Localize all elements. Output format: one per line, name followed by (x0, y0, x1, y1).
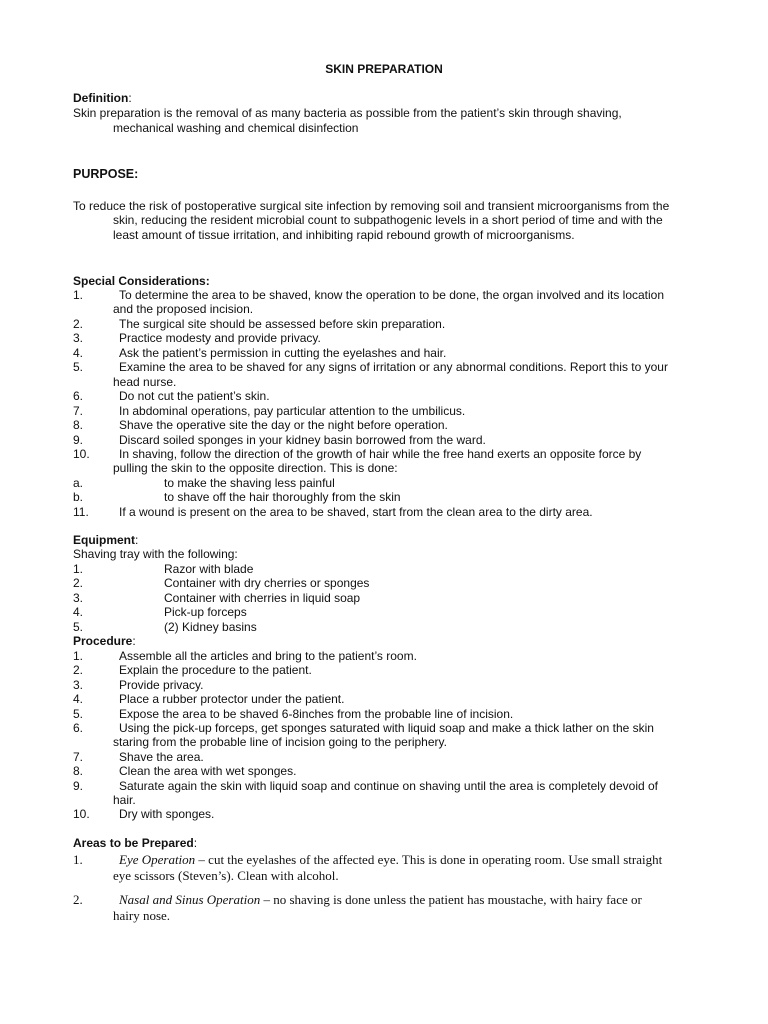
special-item-text: Examine the area to be shaved for any signs of irritation or any abnormal conditions. Report this to your (119, 360, 668, 375)
procedure-item-number: 6. (73, 721, 84, 735)
areas-item-continuation: eye scissors (Steven’s). Clean with alcohol. (113, 867, 339, 883)
special-item-text: Practice modesty and provide privacy. (119, 331, 321, 346)
procedure-heading-line: Procedure: (73, 634, 136, 648)
areas-item-desc: – cut the eyelashes of the affected eye. This is done in operating room. Use small straight (195, 852, 663, 867)
purpose-text-line-1: To reduce the risk of postoperative surgical site infection by removing soil and transient microorganisms from the (73, 199, 670, 213)
special-item-text: In shaving, follow the direction of the growth of hair while the free hand exerts an opposite force by (119, 446, 642, 461)
equipment-item-number: 2. (73, 576, 84, 591)
special-item-continuation: and the proposed incision. (113, 302, 254, 317)
special-item-text: In abdominal operations, pay particular attention to the umbilicus. (119, 403, 466, 418)
procedure-item-text: Assemble all the articles and bring to the patient’s room. (119, 649, 417, 663)
equipment-heading: Equipment (73, 533, 135, 547)
special-item-continuation: pulling the skin to the opposite direction. This is done: (113, 461, 398, 476)
equipment-item-text: Container with dry cherries or sponges (164, 576, 370, 591)
procedure-item-continuation: staring from the probable line of incision going to the periphery. (113, 735, 447, 750)
special-item-text: Ask the patient’s permission in cutting the eyelashes and hair. (119, 345, 447, 360)
areas-item-continuation: hairy nose. (113, 907, 171, 923)
special-item-number: 9. (73, 432, 84, 447)
special-item-text: Shave the operative site the day or the night before operation. (119, 418, 448, 433)
equipment-intro: Shaving tray with the following: (73, 547, 238, 561)
equipment-item-number: 3. (73, 590, 84, 605)
procedure-item-number: 1. (73, 649, 84, 663)
areas-item-number: 1. (73, 852, 83, 867)
procedure-item-text: Saturate again the skin with liquid soap and continue on shaving until the area is completely devoid of (119, 778, 659, 793)
equipment-heading-line: Equipment: (73, 533, 139, 547)
procedure-item-text: Place a rubber protector under the patient. (119, 692, 345, 707)
areas-item-text (119, 853, 662, 867)
procedure-item-text: Clean the area with wet sponges. (119, 764, 297, 779)
equipment-item-text: (2) Kidney basins (164, 619, 257, 634)
areas-item-text (119, 893, 642, 907)
equipment-item-text: Pick-up forceps (164, 605, 247, 620)
procedure-item-continuation: hair. (113, 793, 136, 807)
special-item-number: 7. (73, 403, 84, 418)
procedure-item-number: 7. (73, 749, 84, 764)
procedure-item-number: 10. (73, 807, 90, 822)
special-item-text: If a wound is present on the area to be shaved, start from the clean area to the dirty area. (119, 505, 593, 519)
special-item-text: Do not cut the patient’s skin. (119, 389, 270, 404)
areas-heading: Areas to be Prepared (73, 836, 194, 850)
areas-item-desc: – no shaving is done unless the patient has moustache, with hairy face or (260, 892, 642, 907)
purpose-heading: PURPOSE: (73, 167, 139, 181)
purpose-text-line-3: least amount of tissue irritation, and inhibiting rapid rebound growth of microorganisms. (113, 228, 575, 242)
equipment-item-text: Razor with blade (164, 562, 254, 576)
procedure-item-number: 2. (73, 663, 84, 678)
page-title: SKIN PREPARATION (325, 62, 443, 76)
definition-text-line-2: mechanical washing and chemical disinfection (113, 121, 359, 135)
procedure-item-text: Explain the procedure to the patient. (119, 663, 312, 678)
areas-item-number: 2. (73, 892, 83, 907)
special-item-number: 5. (73, 360, 84, 375)
special-item-number: 4. (73, 345, 84, 360)
procedure-heading: Procedure (73, 634, 133, 648)
procedure-item-number: 4. (73, 692, 84, 707)
procedure-item-text: Dry with sponges. (119, 807, 215, 822)
procedure-item-number: 8. (73, 764, 84, 779)
special-item-text: Discard soiled sponges in your kidney basin borrowed from the ward. (119, 432, 486, 447)
special-considerations-heading: Special Considerations: (73, 274, 210, 288)
areas-heading-line: Areas to be Prepared: (73, 836, 198, 850)
procedure-item-text: Shave the area. (119, 749, 204, 764)
special-item-text: To determine the area to be shaved, know the operation to be done, the organ involved and its location (119, 288, 665, 302)
procedure-item-text: Using the pick-up forceps, get sponges saturated with liquid soap and make a thick lather on the skin (119, 721, 654, 735)
special-item-number: 8. (73, 418, 84, 433)
equipment-item-number: 1. (73, 562, 84, 576)
special-item-number: 11. (73, 505, 89, 519)
areas-item-title: Eye Operation (119, 852, 196, 867)
special-item-number: 1. (73, 288, 84, 302)
procedure-item-number: 5. (73, 706, 84, 721)
definition-heading-line: Definition: (73, 91, 132, 105)
special-item-text: to shave off the hair thoroughly from the skin (164, 490, 401, 505)
special-item-number: 2. (73, 316, 84, 331)
special-item-number: 3. (73, 331, 84, 346)
definition-text-line-1: Skin preparation is the removal of as many bacteria as possible from the patient’s skin through shaving, (73, 106, 622, 120)
special-item-number: b. (73, 490, 84, 505)
equipment-item-number: 5. (73, 619, 84, 634)
definition-heading: Definition (73, 91, 129, 105)
special-item-number: 6. (73, 389, 84, 404)
equipment-item-text: Container with cherries in liquid soap (164, 590, 361, 605)
areas-item-title: Nasal and Sinus Operation (119, 892, 261, 907)
special-item-continuation: head nurse. (113, 374, 177, 389)
procedure-item-text: Provide privacy. (119, 677, 204, 692)
special-item-number: a. (73, 475, 84, 490)
special-item-text: to make the shaving less painful (164, 475, 335, 490)
procedure-item-number: 9. (73, 778, 84, 793)
equipment-item-number: 4. (73, 605, 84, 620)
special-item-number: 10. (73, 446, 90, 461)
procedure-item-number: 3. (73, 677, 84, 692)
procedure-item-text: Expose the area to be shaved 6-8inches from the probable line of incision. (119, 706, 514, 721)
special-item-text: The surgical site should be assessed before skin preparation. (119, 316, 446, 331)
purpose-text-line-2: skin, reducing the resident microbial count to subpathogenic levels in a short period of time and with the (113, 213, 663, 227)
